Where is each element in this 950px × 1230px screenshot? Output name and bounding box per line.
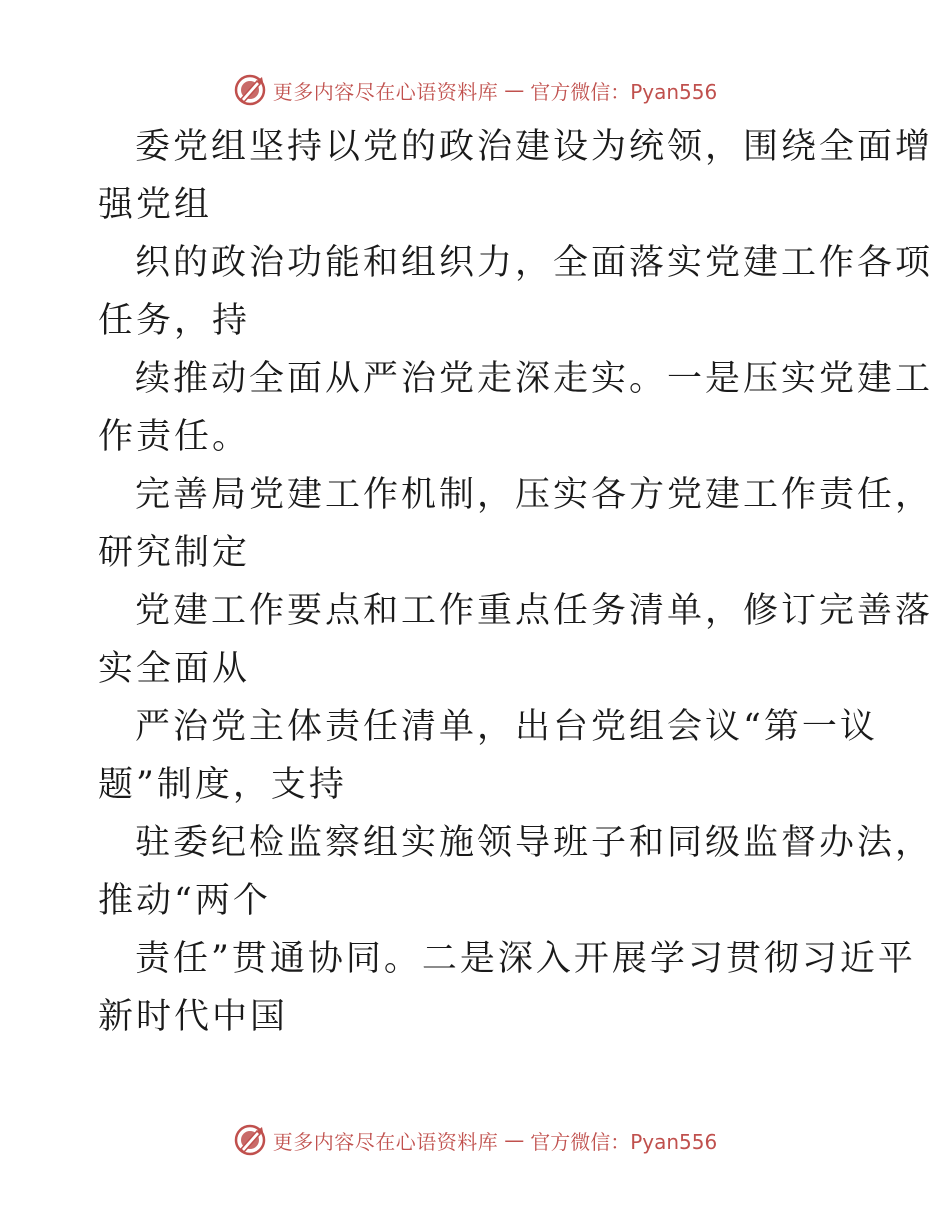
paragraph-line: 委党组坚持以党的政治建设为统领，围绕全面增: [135, 127, 934, 167]
watermark-brand-text: 更多内容尽在心语资料库: [272, 1129, 499, 1154]
footer-watermark: [0, 1120, 950, 1160]
document-body: [98, 118, 934, 1046]
quill-pen-seal-icon: [233, 73, 267, 107]
paragraph-line: 推动“两个: [98, 881, 271, 921]
paragraph-line: 织的政治功能和组织力，全面落实党建工作各项: [135, 243, 934, 283]
paragraph-line: 责任”贯通协同。二是深入开展学习贯彻习近平: [135, 939, 916, 979]
paragraph-line: 研究制定: [98, 533, 251, 573]
paragraph-line: 完善局党建工作机制，压实各方党建工作责任，: [135, 475, 934, 515]
watermark-brand-text: 更多内容尽在心语资料库: [272, 79, 499, 104]
paragraph-line: 强党组: [98, 185, 213, 225]
paragraph-line: 续推动全面从严治党走深走实。一是压实党建工: [135, 359, 934, 399]
watermark-contact-text: 官方微信：Pyan556: [530, 1129, 718, 1154]
watermark-separator: —: [504, 78, 525, 102]
paragraph-line: 党建工作要点和工作重点任务清单，修订完善落: [135, 591, 934, 631]
paragraph-line: 实全面从: [98, 649, 251, 689]
header-watermark: [0, 70, 950, 110]
paragraph-line: 新时代中国: [98, 997, 289, 1037]
watermark-contact-text: 官方微信：Pyan556: [530, 79, 718, 104]
paragraph-line: 题”制度，支持: [98, 765, 347, 805]
paragraph-line: 作责任。: [98, 417, 251, 457]
paragraph-line: 严治党主体责任清单，出台党组会议“第一议: [135, 707, 878, 747]
quill-pen-seal-icon: [233, 1123, 267, 1157]
paragraph-line: 驻委纪检监察组实施领导班子和同级监督办法，: [135, 823, 934, 863]
paragraph-line: 任务，持: [98, 301, 251, 341]
watermark-separator: —: [504, 1128, 525, 1152]
